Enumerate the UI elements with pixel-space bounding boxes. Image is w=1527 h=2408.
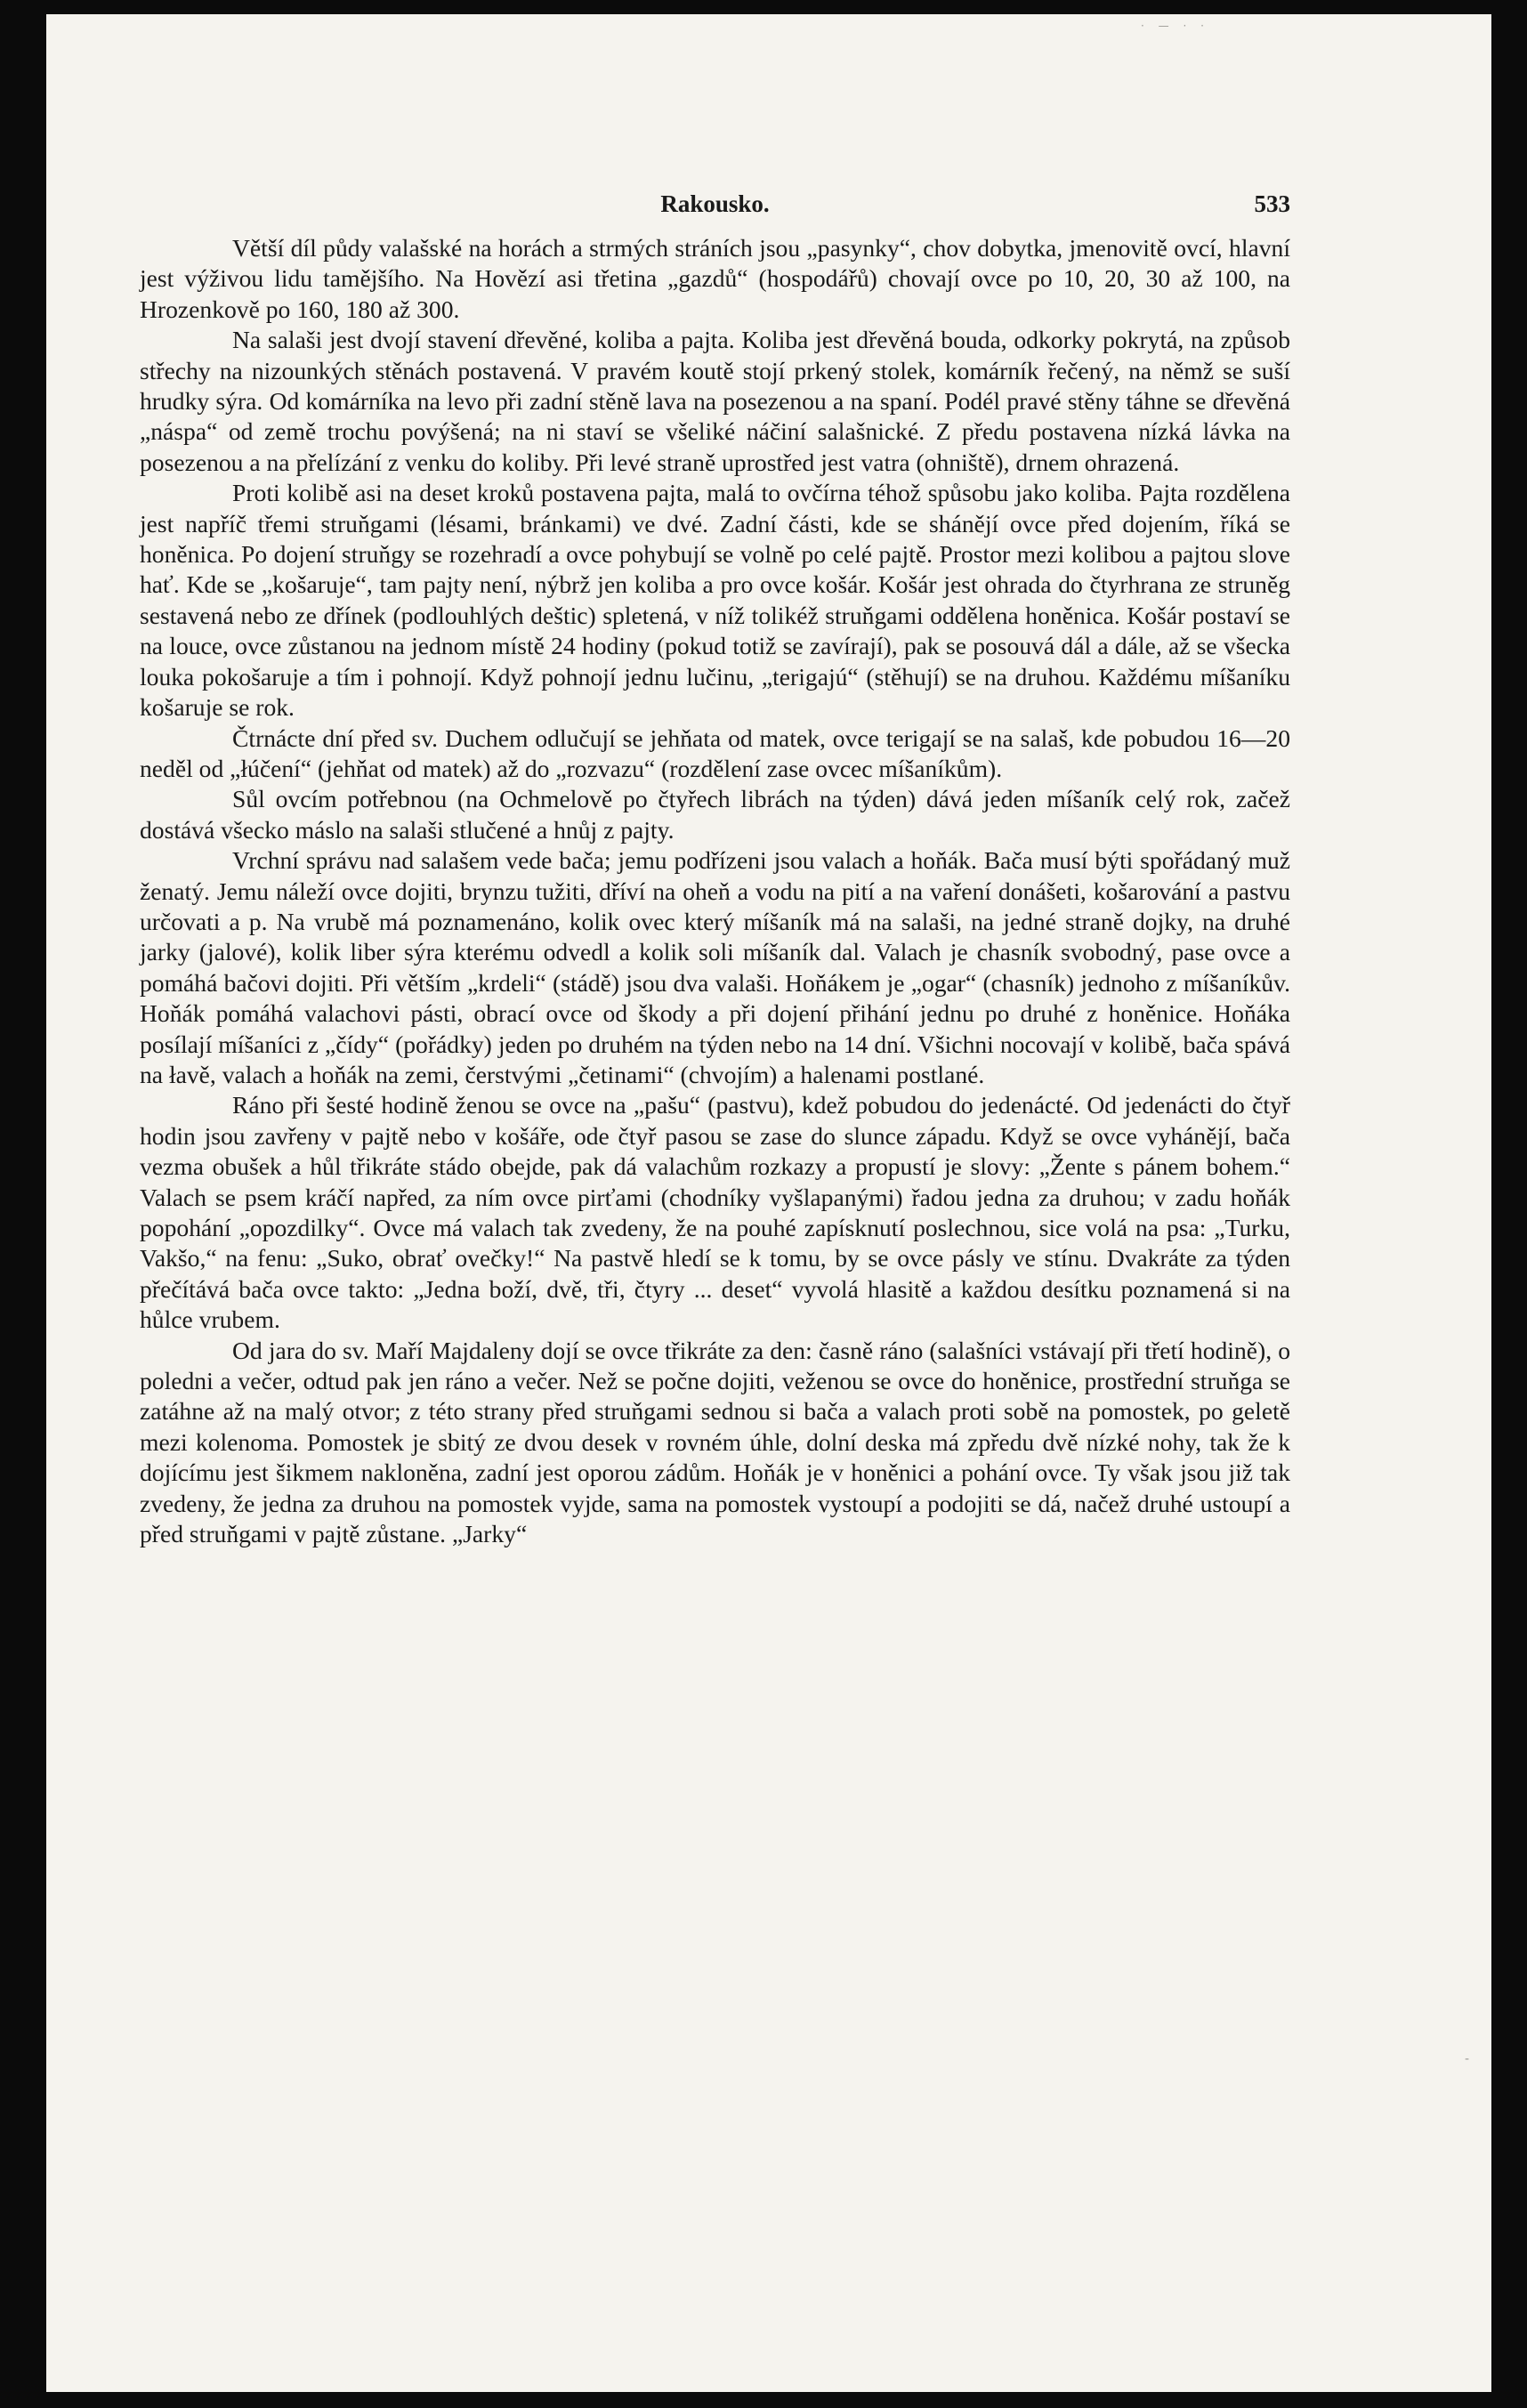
page-content <box>140 180 1290 1549</box>
paragraph: Ráno při šesté hodině ženou se ovce na „pašu“ (pastvu), kdež pobudou do jedenácté. Od jedenácti do čtyř hodin jsou zavřeny v pajtě nebo v košáře, ode čtyř pasou se zase do slunce západu. Když se ovce vyhánějí, bača vezma obušek a hůl třikráte stádo obejde, pak dá valachům rozkazy a propustí je slovy: „Žente s pánem bohem.“ Valach se psem kráčí napřed, za ním ovce pirťami (chodníky vyšlapanými) řadou jedna za druhou; v zadu hoňák popohání „opozdilky“. Ovce má valach tak zvedeny, že na pouhé zapísknutí poslechnou, sice volá na psa: „Turku, Vakšo,“ na fenu: „Suko, obrať ovečky!“ Na pastvě hledí se k tomu, by se ovce pásly ve stínu. Dvakráte za týden přečítává bača ovce takto: „Jedna boží, dvě, tři, čtyry ... deset“ vyvolá hlasitě a každou desítku poznamená si na hůlce vrubem. <box>140 1091 1290 1334</box>
paragraph: Vrchní správu nad salašem vede bača; jemu podřízeni jsou valach a hoňák. Bača musí býti spořádaný muž ženatý. Jemu náleží ovce dojiti, brynzu tužiti, dříví na oheň a vodu na pití a na vaření donášeti, košarování a pastvu určovati a p. Na vrubě má poznamenáno, kolik ovec který míšaník má na salaši, na jedné straně dojky, na druhé jarky (jalové), kolik liber sýra kterému odvedl a kolik soli míšaník dal. Valach je chasník svobodný, pase ovce a pomáhá bačovi dojiti. Při větším „krdeli“ (stádě) jsou dva valaši. Hoňákem je „ogar“ (chasník) jednoho z míšaníkův. Hoňák pomáhá valachovi pásti, obrací ovce od škody a při dojení přihání jednu po druhé z honěnice. Hoňáka posílají míšaníci z „čídy“ (pořádky) jeden po druhém na týden nebo na 14 dní. Všichni nocovají v kolibě, bača spává na łavě, valach a hoňák na zemi, čerstvými „četinami“ (chvojím) a halenami postlané. <box>140 846 1290 1088</box>
paragraph: Čtrnácte dní před sv. Duchem odlučují se jehňata od matek, ovce terigají se na salaš, kde pobudou 16—20 neděl od „łúčení“ (jehňat od matek) až do „rozvazu“ (rozdělení zase ovcec míšaníkům). <box>140 723 1290 782</box>
paragraph: Proti kolibě asi na deset kroků postavena pajta, malá to ovčírna téhož spůsobu jako koliba. Pajta rozdělena jest napříč třemi struňgami (lésami, bránkami) ve dvé. Zadní části, kde se shánějí ovce před dojením, říká se honěnica. Po dojení struňgy se rozehradí a ovce pohybují se volně po celé pajtě. Prostor mezi kolibou a pajtou slove hať. Kde se „košaruje“, tam pajty není, nýbrž jen koliba a pro ovce košár. Košár jest ohrada do čtyrhrana ze struněg sestavená nebo ze dřínek (podlouhlých deštic) spletená, v níž tolikéž struňgami oddělena honěnica. Košár postaví se na louce, ovce zůstanou na jednom místě 24 hodiny (pokud totiž se zavírají), pak se posouvá dál a dále, až se všecka louka pokošaruje a tím i pohnojí. Když pohnojí jednu lučinu, „terigajú“ (stěhují) se na druhou. Každému míšaníku košaruje se rok. <box>140 479 1290 722</box>
margin-mark-right: - <box>1465 2052 1470 2066</box>
body-text <box>140 233 1290 1549</box>
running-title: Rakousko. <box>660 190 770 217</box>
margin-mark-top: · — · · <box>1141 20 1209 32</box>
paragraph: Větší díl půdy valašské na horách a strmých stráních jsou „pasynky“, chov dobytka, jmenovitě ovcí, hlavní jest výživou lidu tamějšího. Na Hovězí asi třetina „gazdů“ (hospodářů) chovají ovce po 10, 20, 30 až 100, na Hrozenkově po 160, 180 až 300. <box>140 234 1290 323</box>
page-header <box>140 180 1290 233</box>
page-number: 533 <box>1254 190 1290 217</box>
scanned-page <box>46 14 1491 2392</box>
paragraph: Sůl ovcím potřebnou (na Ochmelově po čtyřech librách na týden) dává jeden míšaník celý rok, začež dostává všecko máslo na salaši stlučené a hnůj z pajty. <box>140 785 1290 844</box>
paragraph: Od jara do sv. Maří Majdaleny dojí se ovce třikráte za den: časně ráno (salašníci vstávají při třetí hodině), o poledni a večer, odtud pak jen ráno a večer. Než se počne dojiti, veženou se ovce do honěnice, prostřední struňga se zatáhne až na malý otvor; z této strany před struňgami sednou si bača a valach proti sobě na pomostek, po geletě mezi kolenoma. Pomostek je sbitý ze dvou desek v rovném úhle, dolní deska má zpředu dvě nízké nohy, tak že k dojícímu jest šikmem nakloněna, zadní jest oporou zádům. Hoňák je v honěnici a pohání ovce. Ty však jsou již tak zvedeny, že jedna za druhou na pomostek vyjde, sama na pomostek vystoupí a podojiti se dá, načež druhé ustoupí a před struňgami v pajtě zůstane. „Jarky“ <box>140 1336 1290 1548</box>
paragraph: Na salaši jest dvojí stavení dřevěné, koliba a pajta. Koliba jest dřevěná bouda, odkorky pokrytá, na způsob střechy na nizounkých stěnách postavená. V pravém koutě stojí prkený stolek, komárník řečený, na němž se suší hrudky sýra. Od komárníka na levo při zadní stěně lava na posezenou a na spaní. Podél pravé stěny táhne se dřevěná „náspa“ od země trochu povýšená; na ni staví se všeliké náčiní salašnické. Z předu postavena nízká lávka na posezenou a na přelízání z venku do koliby. Při levé straně uprostřed jest vatra (ohniště), drnem ohrazená. <box>140 326 1290 476</box>
